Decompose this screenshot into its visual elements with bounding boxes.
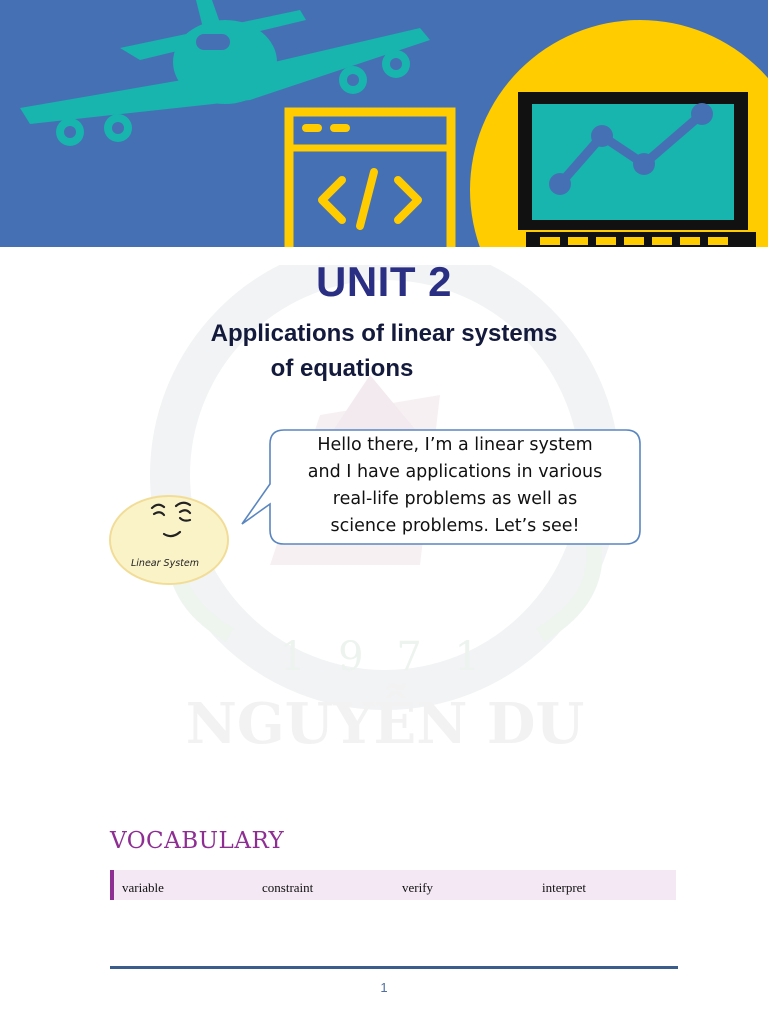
vocab-word: interpret: [542, 880, 587, 895]
header-banner: [0, 0, 768, 247]
speech-bubble-text: [270, 432, 640, 544]
code-window-icon: [289, 112, 451, 247]
banner-illustration: [0, 0, 768, 247]
unit-subtitle-line2: of equations: [270, 355, 414, 382]
watermark-year: 1 9 7 1: [280, 634, 490, 680]
watermark-school: NGUYỄN DU: [185, 691, 585, 757]
vocabulary-heading: VOCABULARY: [110, 828, 285, 854]
vocab-word: constraint: [262, 880, 314, 895]
speech-line: and I have applications in various: [307, 462, 603, 482]
speech-line: science problems. Let’s see!: [330, 516, 580, 536]
speech-line: Hello there, I’m a linear system: [317, 435, 593, 455]
linear-system-mascot: [108, 494, 230, 586]
unit-title: UNIT 2: [315, 258, 452, 305]
laptop-chart-icon: [470, 20, 768, 247]
airplane-icon: [20, 0, 430, 146]
unit-subtitle-line1: Applications of linear systems: [210, 320, 558, 347]
vocab-word: variable: [122, 880, 164, 895]
vocab-word: verify: [402, 880, 434, 895]
page-number: 1: [380, 980, 388, 995]
vocabulary-bar: [110, 870, 676, 900]
speech-line: real-life problems as well as: [332, 489, 578, 509]
mascot-label: Linear System: [131, 558, 199, 569]
footer-divider: [110, 966, 678, 969]
